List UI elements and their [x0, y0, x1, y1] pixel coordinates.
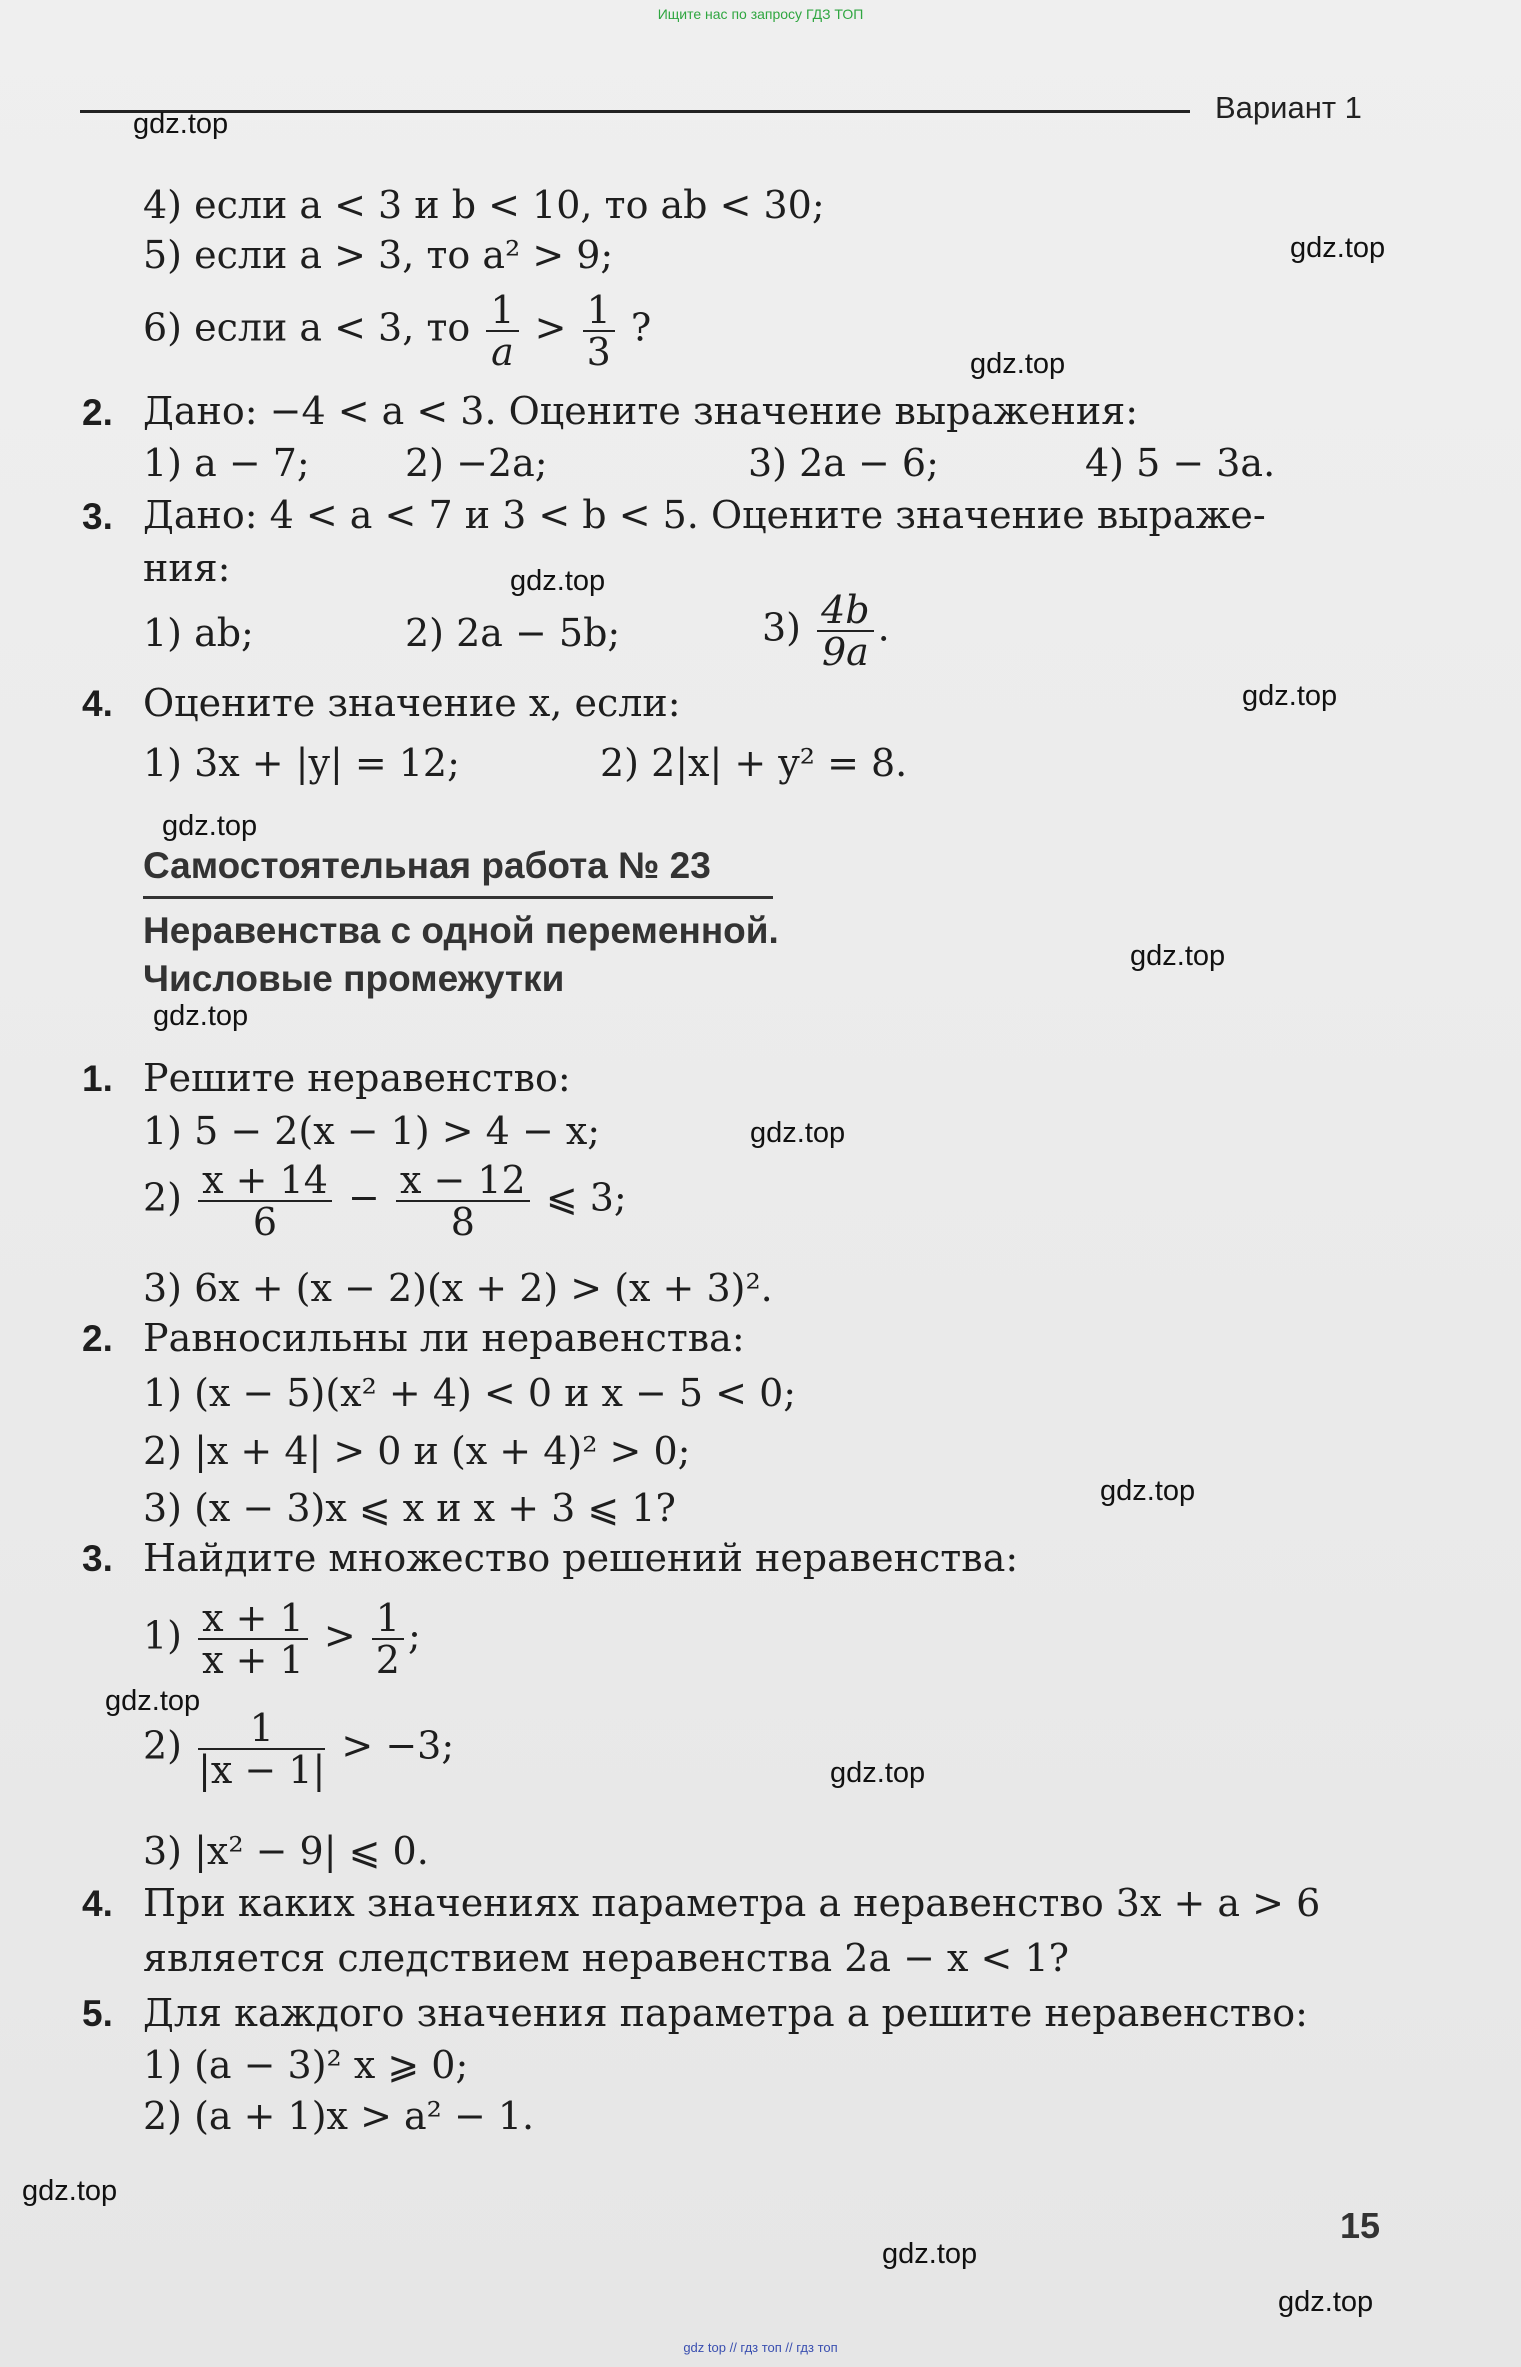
header-rule	[80, 110, 1190, 113]
task-3-item	[143, 1708, 454, 1790]
fraction: $\frac{1}{2}$	[372, 1598, 404, 1680]
item-end: ⩽ 3;	[545, 1175, 627, 1220]
option: 2) −2a;	[405, 441, 548, 485]
task-5-text: Для каждого значения параметра a решите неравенство:	[143, 1991, 1308, 2035]
watermark: gdz.top	[1130, 940, 1226, 972]
item-end: > −3;	[341, 1723, 455, 1768]
watermark: gdz.top	[882, 2238, 978, 2270]
task-5-item: 1) (a − 3)² x ⩾ 0;	[143, 2043, 469, 2087]
bottom-note: gdz top // гдз топ // гдз топ	[683, 2340, 838, 2355]
fraction: $\frac{1}{a}$	[486, 290, 518, 372]
task-1-item: 3) 6x + (x − 2)(x + 2) > (x + 3)².	[143, 1266, 773, 1310]
item-5: 5) если a > 3, то a² > 9;	[143, 233, 614, 277]
gt-sign: >	[323, 1613, 356, 1658]
item-label: 2)	[143, 1175, 183, 1220]
task-5-item: 2) (a + 1)x > a² − 1.	[143, 2094, 535, 2138]
fraction: $\frac{4b}{9a}$	[817, 590, 874, 672]
item-label: 2)	[143, 1723, 183, 1768]
task-1-item: 1) 5 − 2(x − 1) > 4 − x;	[143, 1109, 601, 1153]
task-4-text: При каких значениях параметра a неравенство 3x + a > 6	[143, 1881, 1321, 1925]
gt-sign: >	[534, 305, 567, 350]
option: 1) a − 7;	[143, 441, 310, 485]
option: 3) 2a − 6;	[748, 441, 939, 485]
item-label: 1)	[143, 1613, 183, 1658]
task-3-item	[143, 1598, 421, 1680]
watermark: gdz.top	[970, 348, 1066, 380]
item-6	[143, 290, 651, 372]
fraction: $\frac{1}{|x - 1|}$	[198, 1706, 326, 1792]
item-end: ;	[407, 1613, 421, 1658]
question-mark: ?	[630, 305, 652, 350]
watermark: gdz.top	[750, 1117, 846, 1149]
task-1-item	[143, 1160, 627, 1242]
task-3-text-cont: ния:	[143, 546, 231, 590]
task-2-text: Дано: −4 < a < 3. Оцените значение выражения:	[143, 389, 1138, 433]
watermark: gdz.top	[1242, 680, 1338, 712]
task-4-text: Оцените значение x, если:	[143, 681, 681, 725]
watermark: gdz.top	[1100, 1475, 1196, 1507]
watermark: gdz.top	[1290, 232, 1386, 264]
option: 4) 5 − 3a.	[1085, 441, 1276, 485]
task-2-item: 3) (x − 3)x ⩽ x и x + 3 ⩽ 1?	[143, 1486, 676, 1530]
task-2-text: Равносильны ли неравенства:	[143, 1316, 745, 1360]
watermark: gdz.top	[133, 108, 229, 140]
option: 1) ab;	[143, 611, 254, 655]
task-3-item: 3) |x² − 9| ⩽ 0.	[143, 1829, 429, 1873]
task-number: 5.	[82, 1993, 113, 2034]
task-number: 1.	[82, 1058, 113, 1099]
task-number: 4.	[82, 1883, 113, 1924]
variant-label: Вариант 1	[1215, 90, 1362, 125]
option: 2) 2a − 5b;	[405, 611, 621, 655]
watermark: gdz.top	[162, 810, 258, 842]
task-number: 3.	[82, 1538, 113, 1579]
task-number: 2.	[82, 1318, 113, 1359]
section-subtitle: Числовые промежутки	[143, 958, 565, 999]
task-3-text: Дано: 4 < a < 7 и 3 < b < 5. Оцените значение выраже-	[143, 493, 1266, 537]
fraction: $\frac{x + 1}{x + 1}$	[198, 1598, 308, 1680]
section-subtitle: Неравенства с одной переменной.	[143, 910, 779, 951]
task-1-text: Решите неравенство:	[143, 1056, 571, 1100]
watermark: gdz.top	[105, 1685, 201, 1717]
page-number: 15	[1340, 2205, 1381, 2246]
fraction: $\frac{x - 12}{8}$	[396, 1160, 530, 1242]
task-number: 4.	[82, 683, 113, 724]
section-title-underline	[143, 896, 773, 899]
watermark: gdz.top	[830, 1757, 926, 1789]
task-2-item: 1) (x − 5)(x² + 4) < 0 и x − 5 < 0;	[143, 1371, 797, 1415]
fraction: $\frac{x + 14}{6}$	[198, 1160, 332, 1242]
task-number: 3.	[82, 496, 113, 537]
watermark: gdz.top	[22, 2175, 118, 2207]
minus-sign: −	[348, 1175, 380, 1220]
period: .	[877, 605, 890, 650]
task-number: 2.	[82, 392, 113, 433]
watermark: gdz.top	[153, 1000, 249, 1032]
section-title: Самостоятельная работа № 23	[143, 845, 711, 886]
task-3-text: Найдите множество решений неравенства:	[143, 1536, 1019, 1580]
option-fraction	[762, 590, 890, 672]
option: 1) 3x + |y| = 12;	[143, 741, 460, 785]
watermark: gdz.top	[510, 565, 606, 597]
option-label: 3)	[762, 605, 802, 650]
item-4: 4) если a < 3 и b < 10, то ab < 30;	[143, 183, 825, 227]
task-2-item: 2) |x + 4| > 0 и (x + 4)² > 0;	[143, 1429, 691, 1473]
option: 2) 2|x| + y² = 8.	[600, 741, 908, 785]
item-6-text: 6) если a < 3, то	[143, 305, 471, 350]
top-note: Ищите нас по запросу ГДЗ ТОП	[657, 6, 864, 22]
fraction: $\frac{1}{3}$	[583, 290, 615, 372]
watermark: gdz.top	[1278, 2286, 1374, 2318]
task-4-text-cont: является следствием неравенства 2a − x < 1?	[143, 1936, 1070, 1980]
